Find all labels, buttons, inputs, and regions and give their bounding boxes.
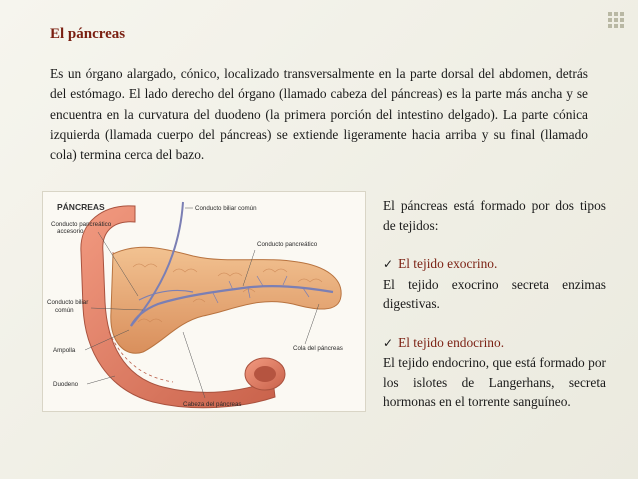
pancreas-body-shape xyxy=(111,247,341,353)
label-cola: Cola del páncreas xyxy=(293,345,343,352)
label-cabeza: Cabeza del páncreas xyxy=(183,401,242,408)
figure-heading: PÁNCREAS xyxy=(57,202,105,212)
label-biliar-left-2: común xyxy=(55,307,74,314)
tissue-description xyxy=(383,196,606,412)
tissue-lead: El páncreas está formado por dos tipos de tejidos: xyxy=(383,198,606,233)
endocrine-text: El tejido endocrino, que está formado por los islotes de Langerhans, secreta hormonas en el torrente sanguíneo. xyxy=(383,355,606,409)
label-pancreatico: Conducto pancreático xyxy=(257,241,318,248)
label-biliar-left: Conducto biliar xyxy=(47,299,89,306)
slide-corner-ornament xyxy=(608,12,624,28)
endocrine-title: El tejido endocrino. xyxy=(398,334,505,350)
slide-title: El páncreas xyxy=(50,26,126,42)
checkmark-icon: ✓ xyxy=(383,335,394,350)
exocrine-item xyxy=(383,254,606,275)
intro-paragraph: Es un órgano alargado, cónico, localizado transversalmente en la parte dorsal del abdomen, detrás del estómago. El lado derecho del órgano (llamado cabeza del páncreas) es la parte más ancha y se encuentra en la curvatura del duodeno (la primera porción del intestino delgado). La parte cónica izquierda (llamada cuerpo del páncreas) se extiende ligeramente hacia arriba y su final (llamado cola) termina cerca del bazo. xyxy=(50,66,588,163)
label-duodeno: Duodeno xyxy=(53,381,79,388)
pancreas-diagram xyxy=(42,191,366,412)
exocrine-title: El tejido exocrino. xyxy=(398,256,498,271)
endocrine-item xyxy=(383,333,606,354)
checkmark-icon: ✓ xyxy=(383,257,394,271)
label-biliar-top: Conducto biliar común xyxy=(195,205,257,212)
label-conducto-accesorio: Conducto pancreático xyxy=(51,221,112,228)
label-ampolla: Ampolla xyxy=(53,347,76,354)
label-conducto-accesorio-2: accesorio xyxy=(57,228,84,235)
exocrine-text: El tejido exocrino secreta enzimas digestivas. xyxy=(383,276,606,311)
